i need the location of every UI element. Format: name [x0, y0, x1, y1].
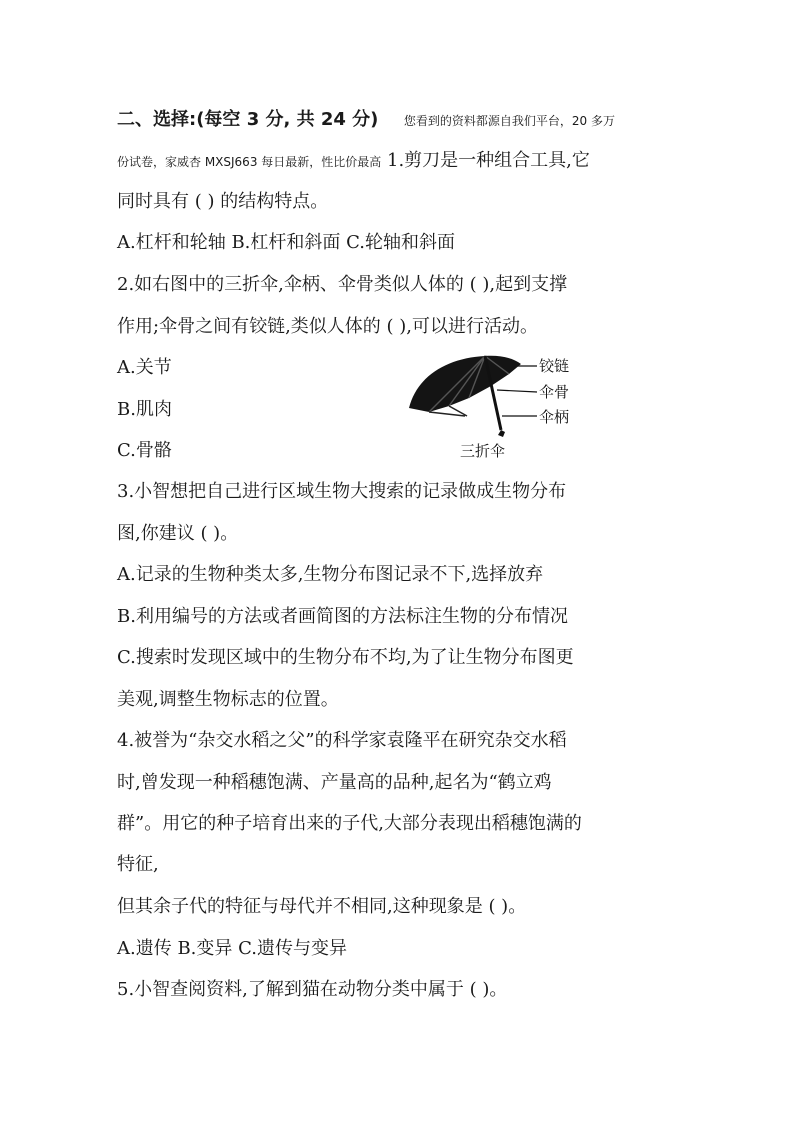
- question-2-option-c: C.骨骼: [117, 440, 172, 461]
- question-3-option-c-line-2: 美观,调整生物标志的位置。: [117, 689, 339, 710]
- question-2-option-a: A.关节: [117, 357, 172, 378]
- question-4-options: A.遗传 B.变异 C.遗传与变异: [117, 938, 347, 959]
- label-rib: 伞骨: [539, 383, 570, 401]
- section-title: 二、选择:(每空 3 分, 共 24 分): [117, 109, 379, 130]
- question-5-line-1: 5.小智查阅资料,了解到猫在动物分类中属于 ( )。: [117, 979, 508, 1000]
- figure-caption: 三折伞: [460, 442, 506, 460]
- question-1-line-1: [117, 149, 590, 174]
- question-3-line-2: 图,你建议 ( )。: [117, 523, 239, 544]
- question-4-line-5: 但其余子代的特征与母代并不相同,这种现象是 ( )。: [117, 896, 527, 917]
- promo-text-2: 份试卷，家威杏 MXSJ663 每日最新，性比价最高: [117, 155, 382, 169]
- question-1-options: A.杠杆和轮轴 B.杠杆和斜面 C.轮轴和斜面: [117, 232, 455, 253]
- question-2-line-2: 作用;伞骨之间有铰链,类似人体的 ( ),可以进行活动。: [117, 316, 538, 337]
- question-4-line-1: 4.被誉为“杂交水稻之父”的科学家袁隆平在研究杂交水稻: [117, 730, 567, 751]
- question-2-line-1: 2.如右图中的三折伞,伞柄、伞骨类似人体的 ( ),起到支撑: [117, 274, 568, 295]
- label-handle: 伞柄: [539, 408, 570, 426]
- question-3-option-c-line-1: C.搜索时发现区域中的生物分布不均,为了让生物分布图更: [117, 647, 574, 668]
- label-hinge: 铰链: [539, 357, 570, 375]
- question-4-line-4: 特征,: [117, 854, 159, 875]
- question-1-text-1: 1.剪刀是一种组合工具,它: [387, 150, 590, 171]
- umbrella-figure: [405, 350, 595, 465]
- question-4-line-2: 时,曾发现一种稻穗饱满、产量高的品种,起名为“鹤立鸡: [117, 772, 552, 793]
- section-header-line: [117, 108, 615, 133]
- promo-text-1: 您看到的资料都源自我们平台，20 多万: [403, 114, 615, 128]
- question-1-line-2: 同时具有 ( ) 的结构特点。: [117, 191, 329, 212]
- question-3-option-a: A.记录的生物种类太多,生物分布图记录不下,选择放弃: [117, 564, 544, 585]
- question-2-option-b: B.肌肉: [117, 399, 172, 420]
- question-4-line-3: 群”。用它的种子培育出来的子代,大部分表现出稻穗饱满的: [117, 813, 582, 834]
- question-3-line-1: 3.小智想把自己进行区域生物大搜索的记录做成生物分布: [117, 481, 567, 502]
- question-3-option-b: B.利用编号的方法或者画简图的方法标注生物的分布情况: [117, 606, 568, 627]
